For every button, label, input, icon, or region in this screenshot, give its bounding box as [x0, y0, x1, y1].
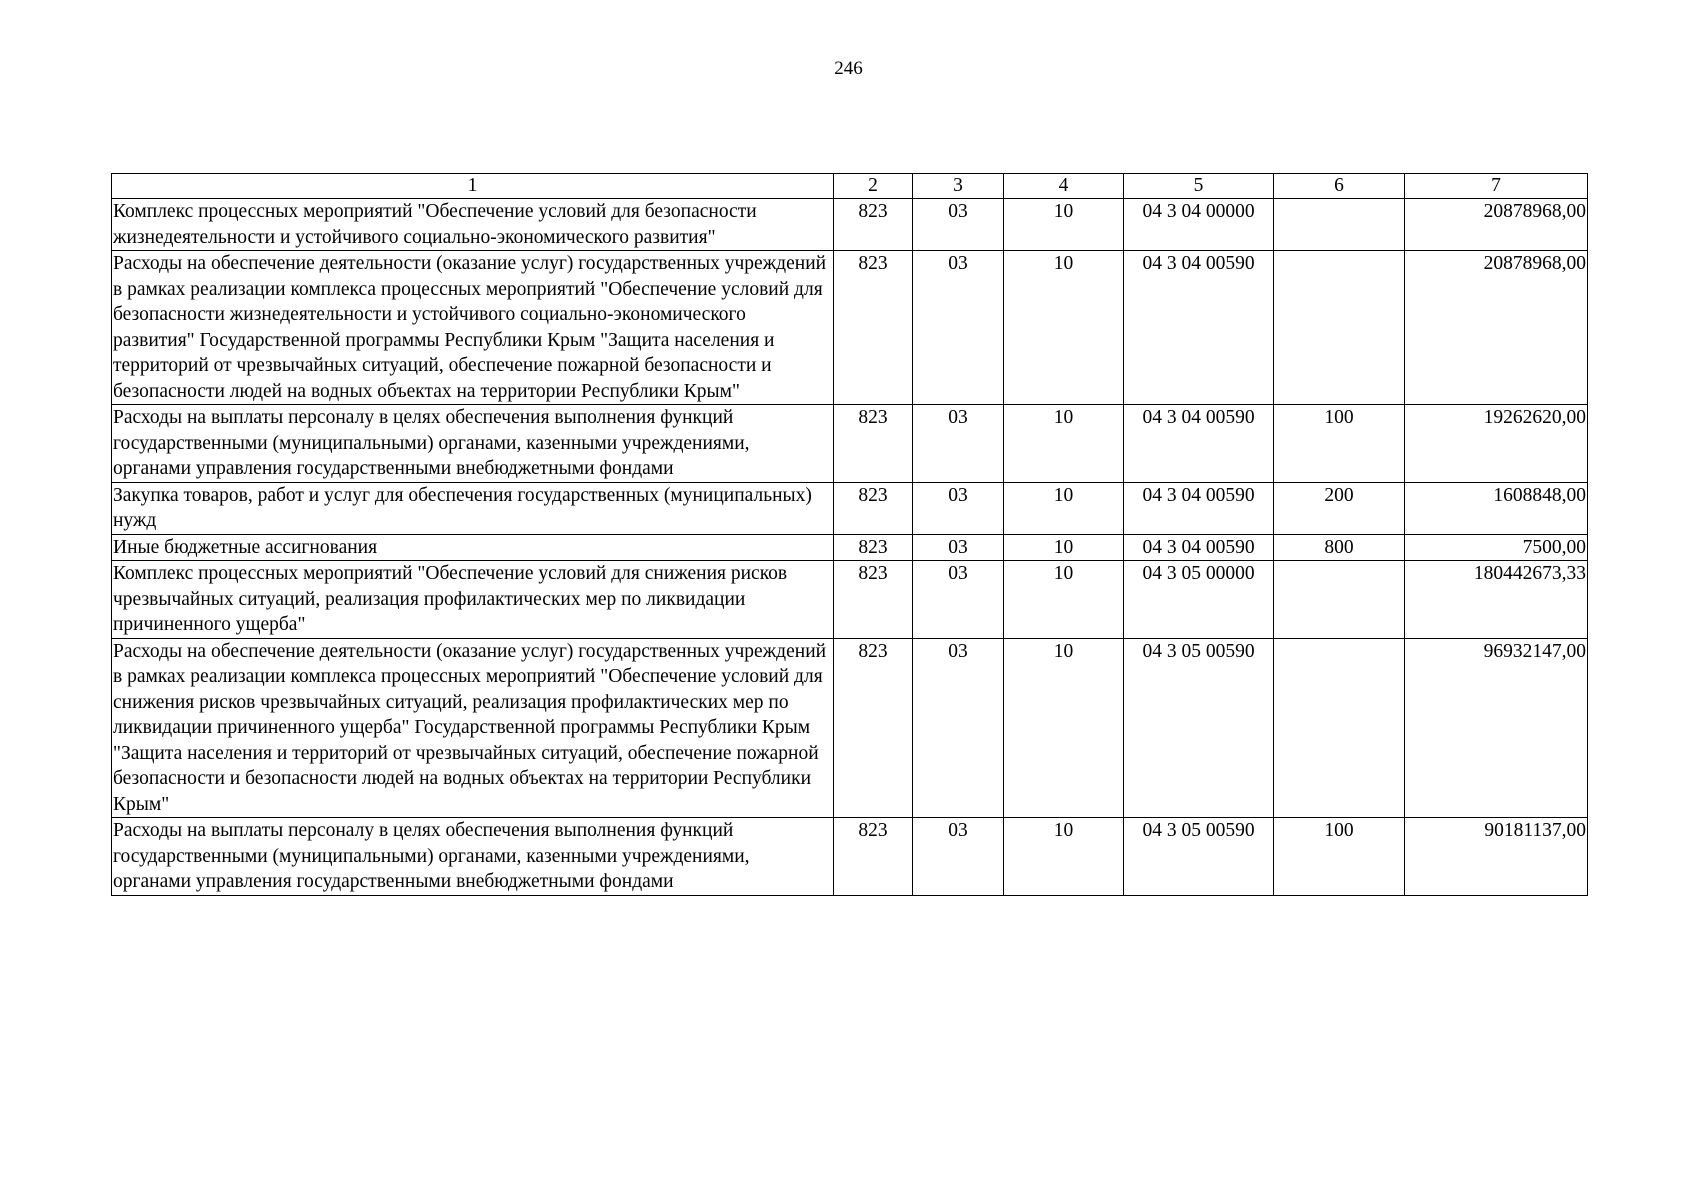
column-header-4: 4	[1004, 174, 1124, 199]
table-row	[112, 251, 1588, 405]
row-pr: 10	[1004, 534, 1124, 561]
column-header-2: 2	[834, 174, 913, 199]
header-row	[112, 174, 1588, 199]
row-grbs: 823	[834, 251, 913, 405]
row-amount: 90181137,00	[1405, 818, 1588, 896]
row-amount: 96932147,00	[1405, 638, 1588, 818]
row-grbs: 823	[834, 199, 913, 251]
row-grbs: 823	[834, 818, 913, 896]
row-csr: 04 3 04 00000	[1124, 199, 1274, 251]
column-header-1: 1	[112, 174, 834, 199]
row-pr: 10	[1004, 199, 1124, 251]
row-name: Расходы на обеспечение деятельности (оказание услуг) государственных учреждений в рамках реализации комплекса процессных мероприятий "Обеспечение условий для безопасности жизнедеятельности и устойчивого социально-экономического развития" Государственной программы Республики Крым "Защита населения и территорий от чрезвычайных ситуаций, обеспечение пожарной безопасности и безопасности людей на водных объектах на территории Республики Крым"	[112, 251, 834, 405]
row-amount: 180442673,33	[1405, 561, 1588, 639]
row-csr: 04 3 05 00590	[1124, 818, 1274, 896]
table-row	[112, 561, 1588, 639]
table-row	[112, 405, 1588, 483]
row-pr: 10	[1004, 482, 1124, 534]
column-header-6: 6	[1274, 174, 1405, 199]
row-name: Комплекс процессных мероприятий "Обеспечение условий для снижения рисков чрезвычайных ситуаций, реализация профилактических мер по ликвидации причиненного ущерба"	[112, 561, 834, 639]
row-csr: 04 3 05 00590	[1124, 638, 1274, 818]
column-header-3: 3	[913, 174, 1004, 199]
row-pr: 10	[1004, 251, 1124, 405]
table-row	[112, 638, 1588, 818]
row-rz: 03	[913, 534, 1004, 561]
row-amount: 20878968,00	[1405, 251, 1588, 405]
row-name: Комплекс процессных мероприятий "Обеспечение условий для безопасности жизнедеятельности и устойчивого социально-экономического развития"	[112, 199, 834, 251]
row-pr: 10	[1004, 638, 1124, 818]
row-vr: 100	[1274, 405, 1405, 483]
table-row	[112, 199, 1588, 251]
row-csr: 04 3 04 00590	[1124, 482, 1274, 534]
row-name: Иные бюджетные ассигнования	[112, 534, 834, 561]
row-rz: 03	[913, 405, 1004, 483]
table-row	[112, 818, 1588, 896]
row-name: Расходы на выплаты персоналу в целях обеспечения выполнения функций государственными (муниципальными) органами, казенными учреждениями, органами управления государственными внебюджетными фондами	[112, 818, 834, 896]
row-grbs: 823	[834, 534, 913, 561]
row-csr: 04 3 05 00000	[1124, 561, 1274, 639]
row-vr	[1274, 638, 1405, 818]
row-rz: 03	[913, 251, 1004, 405]
row-rz: 03	[913, 482, 1004, 534]
row-vr: 200	[1274, 482, 1405, 534]
row-grbs: 823	[834, 638, 913, 818]
row-amount: 7500,00	[1405, 534, 1588, 561]
row-grbs: 823	[834, 482, 913, 534]
row-grbs: 823	[834, 405, 913, 483]
row-name: Расходы на выплаты персоналу в целях обеспечения выполнения функций государственными (муниципальными) органами, казенными учреждениями, органами управления государственными внебюджетными фондами	[112, 405, 834, 483]
row-vr: 100	[1274, 818, 1405, 896]
table-row	[112, 534, 1588, 561]
row-vr	[1274, 251, 1405, 405]
row-rz: 03	[913, 638, 1004, 818]
row-vr	[1274, 199, 1405, 251]
row-vr	[1274, 561, 1405, 639]
page-number: 246	[834, 58, 863, 79]
row-csr: 04 3 04 00590	[1124, 405, 1274, 483]
budget-table	[111, 173, 1588, 896]
row-rz: 03	[913, 199, 1004, 251]
row-amount: 20878968,00	[1405, 199, 1588, 251]
row-rz: 03	[913, 561, 1004, 639]
row-amount: 1608848,00	[1405, 482, 1588, 534]
column-header-5: 5	[1124, 174, 1274, 199]
row-pr: 10	[1004, 561, 1124, 639]
column-header-7: 7	[1405, 174, 1588, 199]
row-rz: 03	[913, 818, 1004, 896]
row-name: Закупка товаров, работ и услуг для обеспечения государственных (муниципальных) нужд	[112, 482, 834, 534]
row-vr: 800	[1274, 534, 1405, 561]
row-grbs: 823	[834, 561, 913, 639]
table-row	[112, 482, 1588, 534]
row-csr: 04 3 04 00590	[1124, 534, 1274, 561]
row-pr: 10	[1004, 405, 1124, 483]
row-name: Расходы на обеспечение деятельности (оказание услуг) государственных учреждений в рамках реализации комплекса процессных мероприятий "Обеспечение условий для снижения рисков чрезвычайных ситуаций, реализация профилактических мер по ликвидации причиненного ущерба" Государственной программы Республики Крым "Защита населения и территорий от чрезвычайных ситуаций, обеспечение пожарной безопасности и безопасности людей на водных объектах на территории Республики Крым"	[112, 638, 834, 818]
row-pr: 10	[1004, 818, 1124, 896]
row-amount: 19262620,00	[1405, 405, 1588, 483]
row-csr: 04 3 04 00590	[1124, 251, 1274, 405]
